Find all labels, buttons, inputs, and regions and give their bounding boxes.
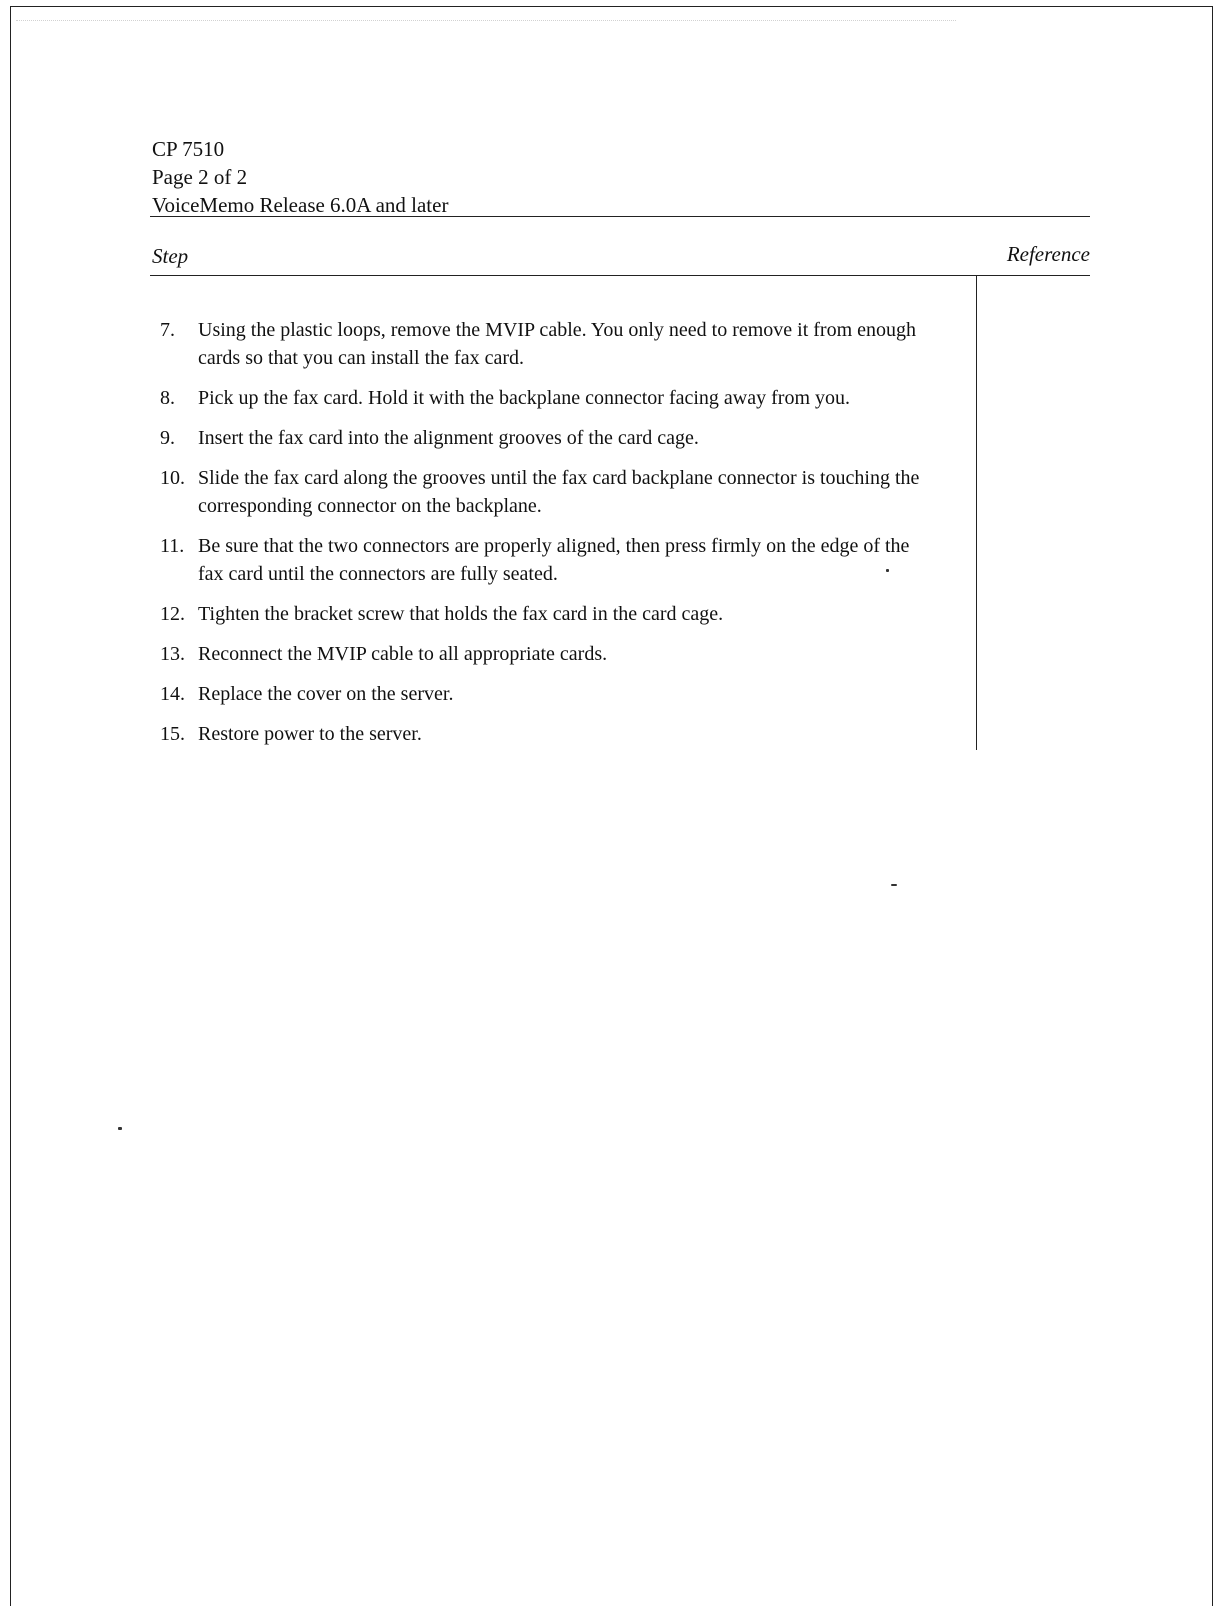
step-number: 12. [160, 603, 185, 625]
header-divider [150, 216, 1090, 217]
step-list [160, 316, 930, 760]
step-item [160, 384, 930, 412]
step-text: Slide the fax card along the grooves until the fax card backplane connector is touching the corresponding connector on the backplane. [198, 467, 920, 517]
step-item [160, 680, 930, 708]
doc-id: CP 7510 [152, 137, 225, 161]
step-item [160, 532, 930, 588]
step-number: 15. [160, 723, 185, 745]
step-text: Pick up the fax card. Hold it with the backplane connector facing away from you. [198, 387, 851, 409]
column-header-step: Step [152, 244, 189, 268]
scan-noise [16, 20, 956, 31]
scan-speck [886, 569, 889, 572]
document-header [152, 135, 448, 219]
step-text: Tighten the bracket screw that holds the fax card in the card cage. [198, 603, 724, 625]
step-text: Restore power to the server. [198, 723, 422, 745]
step-number: 11. [160, 535, 185, 557]
step-item [160, 720, 930, 748]
step-number: 10. [160, 467, 185, 489]
step-number: 14. [160, 683, 185, 705]
step-number: 13. [160, 643, 185, 665]
column-header-divider [150, 275, 1090, 276]
step-text: Be sure that the two connectors are properly aligned, then press firmly on the edge of the fax card until the connectors are fully seated. [198, 535, 910, 585]
scan-speck [891, 884, 897, 886]
step-item [160, 600, 930, 628]
step-text: Reconnect the MVIP cable to all appropriate cards. [198, 643, 608, 665]
release-info: VoiceMemo Release 6.0A and later [152, 193, 449, 217]
step-text: Using the plastic loops, remove the MVIP cable. You only need to remove it from enough cards so that you can install the fax card. [198, 319, 917, 369]
page-number: Page 2 of 2 [152, 165, 248, 189]
step-text: Insert the fax card into the alignment grooves of the card cage. [198, 427, 699, 449]
step-item [160, 424, 930, 452]
step-text: Replace the cover on the server. [198, 683, 454, 705]
step-number: 8. [160, 387, 175, 409]
step-number: 7. [160, 319, 175, 341]
step-number: 9. [160, 427, 175, 449]
step-item [160, 640, 930, 668]
column-header-reference: Reference [1006, 242, 1090, 266]
step-item [160, 316, 930, 372]
step-item [160, 464, 930, 520]
reference-column-divider [976, 276, 977, 750]
scan-speck [118, 1127, 122, 1130]
